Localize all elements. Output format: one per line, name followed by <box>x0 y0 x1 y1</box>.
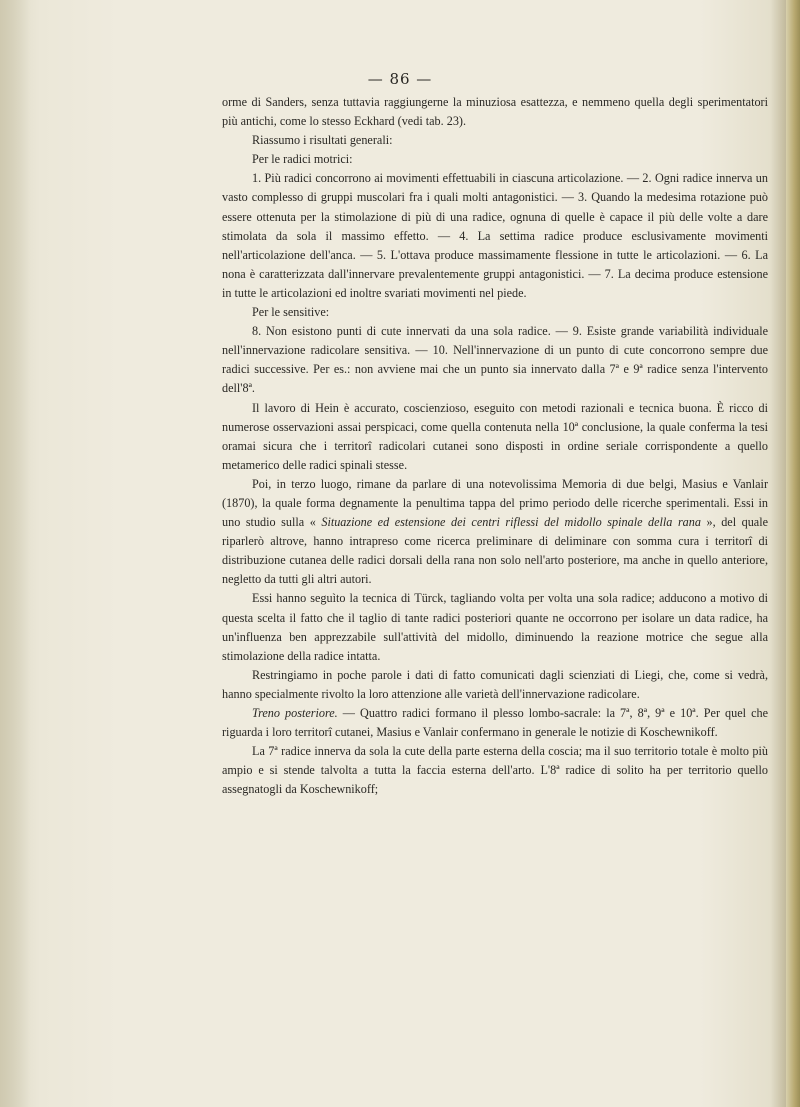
cited-title: Situazione ed estensione dei centri riflessi del midollo spinale della rana <box>321 515 701 530</box>
paragraph: 1. Più radici concorrono ai movimenti effettuabili in ciascuna articolazione. — 2. Ogni radice innerva un vasto complesso di gruppi muscolari fra i quali molti antagonistici. — 3. Quando la medesima rotazione può essere ottenuta per la stimolazione di più di una radice, ognuna di quelle è capace il più delle volte a dare stimolata da sola il massimo effetto. — 4. La settima radice produce esclusivamente movimenti nell'articolazione dell'anca. — 5. L'ottava produce massimamente flessione in tutte le articolazioni. — 6. La nona è caratterizzata dall'innervare prevalentemente gruppi antagonistici. — 7. La decima produce estensione in tutte le articolazioni ed inoltre svariati movimenti nel piede. <box>222 171 768 300</box>
paragraph: Riassumo i risultati generali: <box>252 133 393 148</box>
paragraph: Il lavoro di Hein è accurato, coscienzioso, eseguito con metodi razionali e tecnica buona. È ricco di numerose osservazioni assai perspicaci, come quella contenuta nella 10ª conclusione, la quale conferma la tesi oramai sicura che i territorî radicolari cutanei sono disposti in ordine seriale corrispondente a quello metamerico delle radici spinali stesse. <box>222 400 768 472</box>
body-text <box>222 93 768 799</box>
binding-shadow <box>0 0 30 1107</box>
paragraph: La 7ª radice innerva da sola la cute della parte esterna della coscia; ma il suo territorio totale è molto più ampio e si stende talvolta a tutta la faccia esterna dell'arto. L'8ª radice di solito ha per territorio quello assegnatogli da Koschewnikoff; <box>222 744 768 797</box>
paragraph: orme di Sanders, senza tuttavia raggiungerne la minuziosa esattezza, e nemmeno quella degli sperimentatori più antichi, come lo stesso Eckhard (vedi tab. 23). <box>222 95 768 129</box>
paragraph-text: », del quale riparlerò altrove, hanno intrapreso come ricerca preliminare di deliminare con somma cura i territorî di distribuzione cutanea delle radici dorsali della rana non solo nell'arto posteriore, ma anche in quello anteriore, negletto da tutti gli altri autori. <box>222 515 769 587</box>
paragraph <box>222 475 768 590</box>
paragraph-text: Poi, in terzo luogo, rimane da parlare di una notevolissima Memoria di due belgi, Masius e Vanlair (1870), la quale forma degnamente la penultima tappa del primo periodo delle ricerche sperimentali. Essi in uno studio sulla « <box>222 476 768 530</box>
paragraph: Essi hanno seguìto la tecnica di Türck, tagliando volta per volta una sola radice; adducono a motivo di questa scelta il fatto che il taglio di tante radici posteriori quante ne occorrono per isolare un data radice, ha un'influenza ben apprezzabile sull'attività del midollo, diminuendo la reazione motrice che segue alla stimolazione della radice intatta. <box>222 591 768 663</box>
paragraph: Per le sensitive: <box>252 305 330 320</box>
paragraph: Restringiamo in poche parole i dati di fatto comunicati dagli scienziati di Liegi, che, come si vedrà, hanno specialmente rivolto la loro attenzione alle varietà dell'innervazione radicolare. <box>222 667 768 701</box>
paragraph <box>222 704 768 742</box>
paragraph: Per le radici motrici: <box>252 152 353 167</box>
page-edge <box>786 0 800 1107</box>
paragraph-text: — Quattro radici formano il plesso lombo-sacrale: la 7ª, 8ª, 9ª e 10ª. Per quel che riguarda i loro territorî cutanei, Masius e Vanlair confermano in generale le notizie di Koschewnikoff. <box>222 706 768 740</box>
page-number: — 86 — <box>367 70 433 88</box>
section-heading: Treno posteriore. <box>252 706 338 720</box>
paragraph: 8. Non esistono punti di cute innervati da una sola radice. — 9. Esiste grande variabilità individuale nell'innervazione radicolare sensitiva. — 10. Nell'innervazione di un punto di cute concorrono sempre due radici successive. Per es.: non avviene mai che un punto sia innervato dalla 7ª e 9ª radice senza l'intervento dell'8ª. <box>222 324 768 396</box>
